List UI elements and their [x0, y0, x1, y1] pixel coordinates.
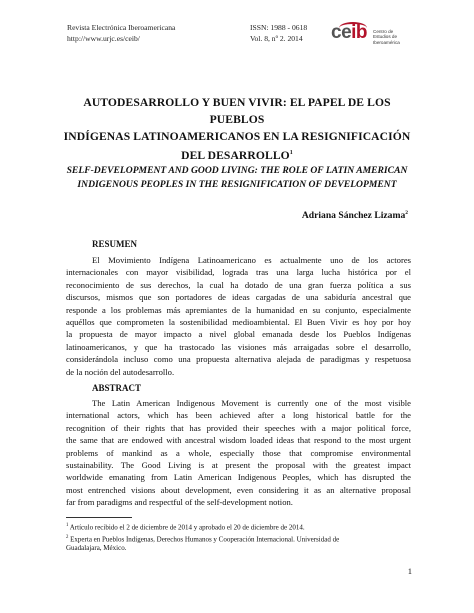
ceib-logo — [331, 22, 413, 52]
journal-url: http://www.urjc.es/ceib/ — [67, 34, 140, 43]
resumen-body: El Movimiento Indígena Latinoamericano es actualmente uno de los actores internacionales con mayor visibilidad, lograda tras una larga lucha histórica por el reconocimiento de sus derechos, la cual ha dotado de una gran fuerza política a sus discursos, mismos que son portadores de ideas cargadas de una sabiduría ancestral que responde a los problemas más apremiantes de la humanidad en su conjunto, especialmente aquéllos que comprometen la sostenibilidad medioambiental. El Buen Vivir es hoy por hoy la propuesta de mayor impacto a nivel global emanada desde los Pueblos Indígenas latinoamericanos, y que ha trastocado las visiones más arraigadas sobre el desarrollo, considerándola incluso como una propuesta alternativa alejada de paradigmas y respetuosa de la noción del autodesarrollo. — [66, 255, 411, 377]
issn: ISSN: 1988 - 0618 — [250, 23, 308, 32]
title-footnote-mark[interactable]: 1 — [289, 150, 293, 156]
footnote-2-continued: Guadalajara, México. — [66, 544, 127, 553]
header-journal-info — [67, 22, 175, 44]
article-title: AUTODESARROLLO Y BUEN VIVIR: EL PAPEL DE LOS PUEBLOS INDÍGENAS LATINOAMERICANOS EN LA RESIGNIFICACIÓN DEL DESARROLLO$^1$ — [63, 96, 411, 162]
page-number: 1 — [407, 566, 412, 576]
header-issue-info — [250, 22, 307, 44]
logo-wordmark: ceib — [331, 22, 368, 43]
volume: Vol. 8, nº 2. 2014 — [250, 34, 303, 43]
resumen-heading: RESUMEN — [92, 239, 138, 249]
author-footnote-mark[interactable]: 2 — [405, 210, 408, 216]
logo-tagline: Centro de Estudios de Iberoamérica — [373, 29, 400, 45]
footnotes — [66, 521, 411, 553]
abstract-body: The Latin American Indigenous Movement is currently one of the most visible international actors, which has been achieved after a long historical battle for the recognition of their rights that has provided their speeches with a major political force, the same that are endowed with ancestral wisdom loaded ideas that respond to the most urgent problems of mankind as a whole, especially those that compromise environmental sustainability. The Good Living is at present the proposal with the greatest impact worldwide emanating from Latin American Indigenous Peoples, which has disrupted the most entrenched visions about development, even considering it as an alternative proposal far from paradigms and respectful of the self-development notion. — [66, 398, 411, 508]
footnote-divider — [66, 517, 132, 518]
footnote-1: $^1$ Artículo recibido el 2 de diciembre de 2014 y aprobado el 20 de diciembre de 2014. — [66, 523, 305, 532]
journal-name: Revista Electrónica Iberoamericana — [67, 23, 176, 32]
abstract-heading: ABSTRACT — [92, 383, 142, 393]
author-name: Adriana Sánchez Lizama$^2$ — [301, 210, 408, 222]
english-title: SELF-DEVELOPMENT AND GOOD LIVING: THE ROLE OF LATIN AMERICAN INDIGENOUS PEOPLES IN THE RESIGNIFICATION OF DEVELOPMENT — [66, 165, 408, 190]
footnote-2: $^2$ Experta en Pueblos Indígenas, Derechos Humanos y Cooperación Internacional. Universidad de — [66, 534, 340, 543]
